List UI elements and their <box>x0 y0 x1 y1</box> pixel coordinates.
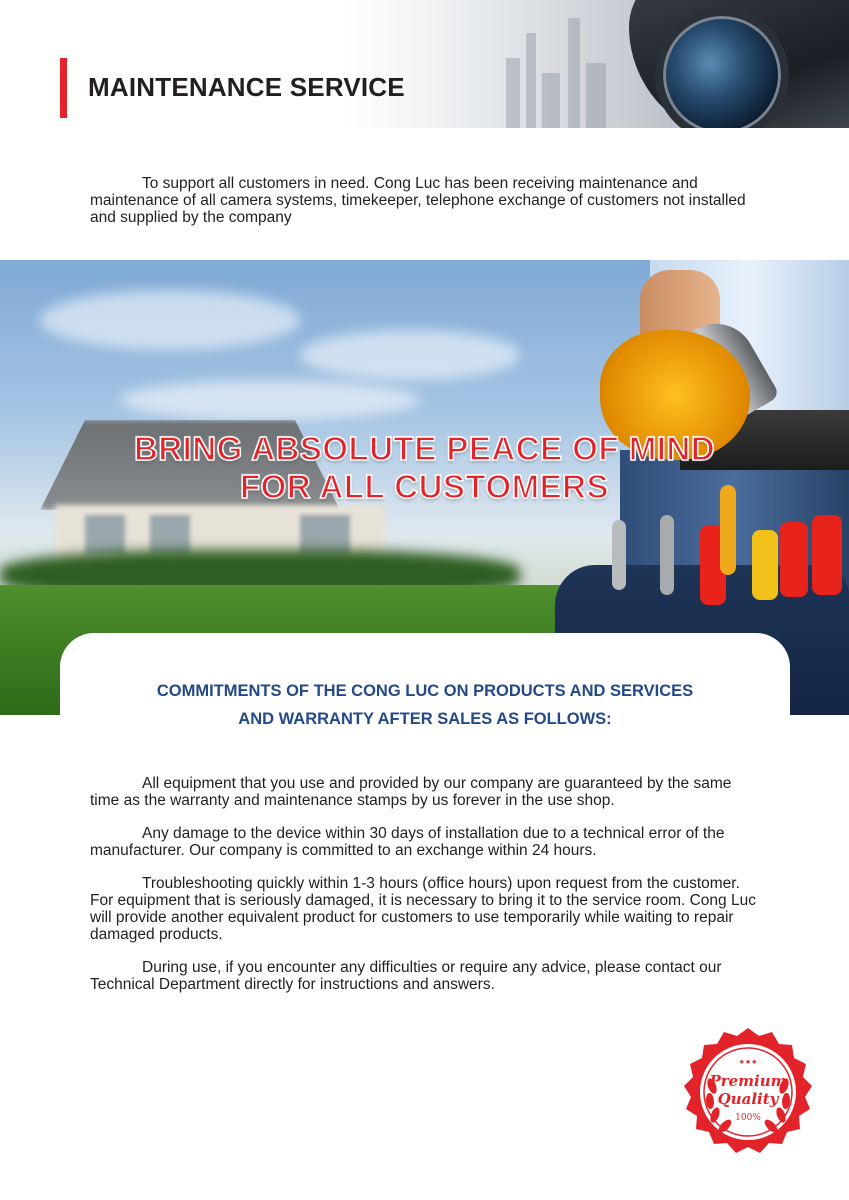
screwdriver-icon <box>752 530 778 600</box>
commitment-paragraph: During use, if you encounter any difficulties or require any advice, please contact our Technical Department directly for instructions and answers. <box>90 959 722 993</box>
badge-premium: Premium <box>709 1072 787 1090</box>
hero-slogan-line-2: FOR ALL CUSTOMERS <box>239 468 610 505</box>
commitment-paragraph: Troubleshooting quickly within 1-3 hours (office hours) upon request from the customer. For equipment that is seriously damaged, it is necessary to bring it to the service room. Cong Luc will provide another equivalent product for customers to use temporarily while waiting to repair damaged products. <box>90 875 756 943</box>
wrench-icon <box>660 515 674 595</box>
commitment-paragraph: Any damage to the device within 30 days of installation due to a technical error of the manufacturer. Our company is committed to an exchange within 24 hours. <box>90 825 725 859</box>
commitment-paragraph: All equipment that you use and provided by our company are guaranteed by the same time as the warranty and maintenance stamps by us forever in the use shop. <box>90 775 732 809</box>
commitments-heading-line-1: COMMITMENTS OF THE CONG LUC ON PRODUCTS AND SERVICES <box>156 682 694 700</box>
badge-stars: ★★★ <box>738 1058 758 1066</box>
wrench-icon <box>612 520 626 590</box>
hero-slogan-line-1: BRING ABSOLUTE PEACE OF MIND <box>133 430 716 467</box>
intro-paragraph: To support all customers in need. Cong Luc has been receiving maintenance and maintenance of all camera systems, timekeeper, telephone exchange of customers not installed and supplied by the company <box>90 175 746 226</box>
security-camera-banner-image <box>346 0 849 128</box>
screwdriver-icon <box>780 522 808 597</box>
commitments-heading-line-2: AND WARRANTY AFTER SALES AS FOLLOWS: <box>238 710 612 728</box>
badge-percent: 100% <box>735 1113 761 1123</box>
screwdriver-icon <box>812 515 842 595</box>
page-title: MAINTENANCE SERVICE <box>88 72 405 102</box>
commitments-body <box>90 775 760 1009</box>
hero-slogan <box>0 430 849 506</box>
premium-quality-seal-icon <box>679 1026 817 1164</box>
badge-quality: Quality <box>717 1090 779 1108</box>
title-accent-bar <box>60 58 67 118</box>
commitments-heading <box>60 677 790 733</box>
